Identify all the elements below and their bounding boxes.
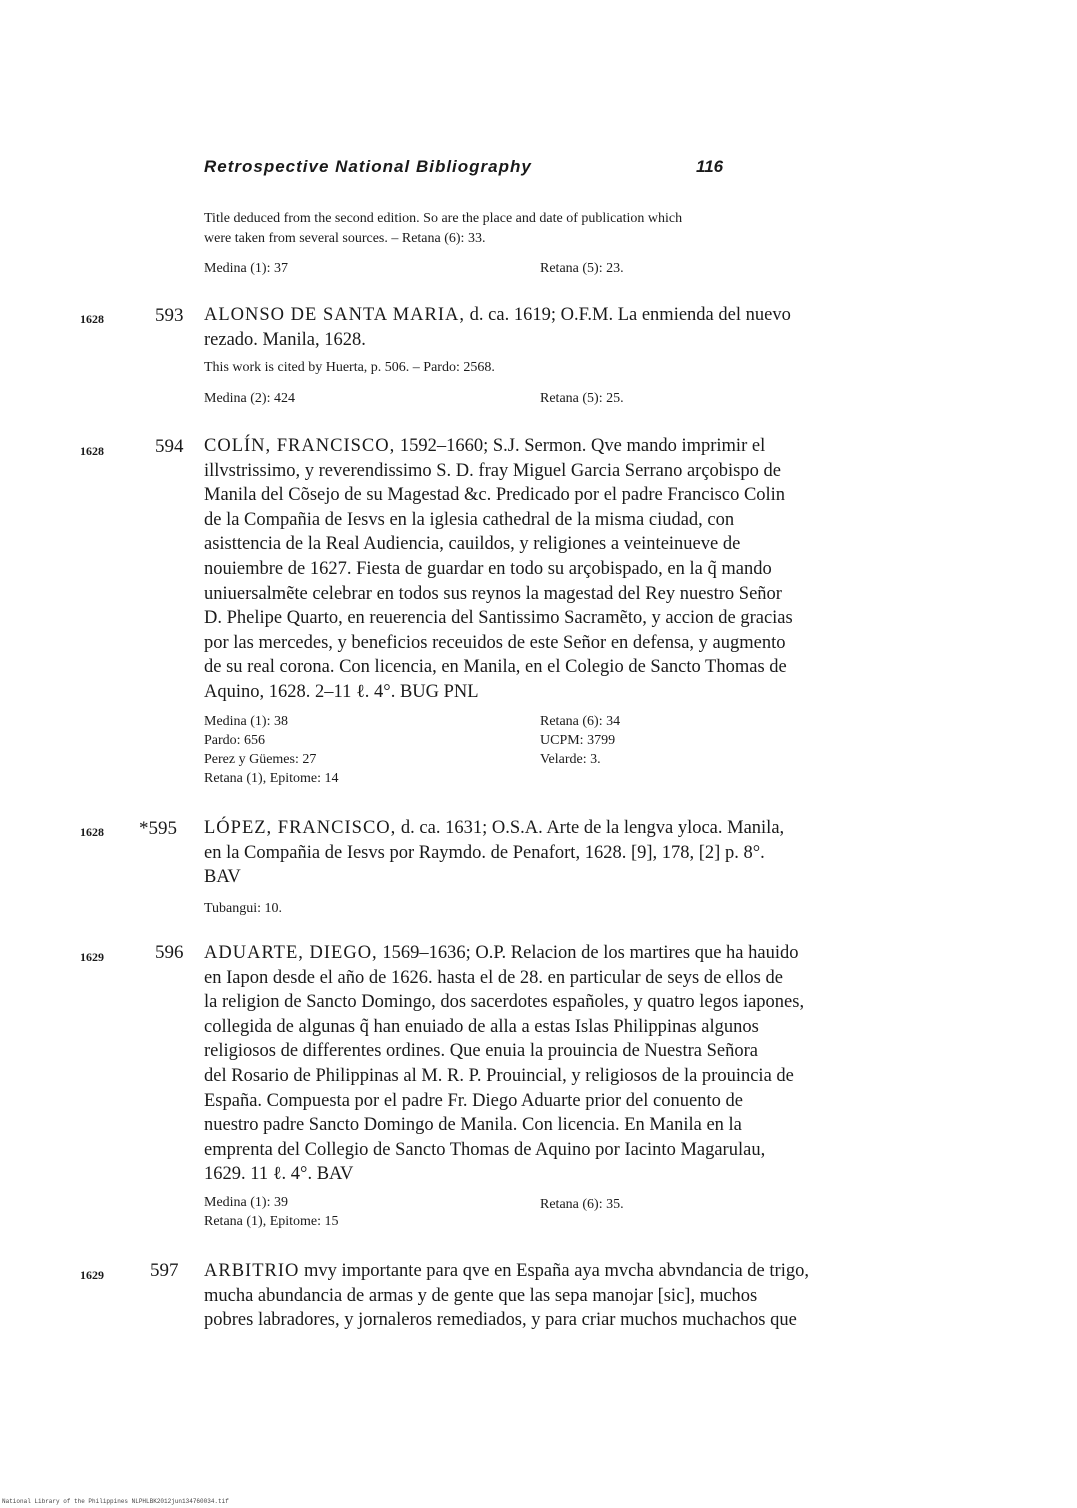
prev-note-line: were taken from several sources. – Retana (6): 33. bbox=[204, 231, 486, 246]
entry-year: 1629 bbox=[80, 1268, 104, 1282]
ref-left: Medina (1): 38 bbox=[204, 714, 288, 729]
ref-left: Retana (1), Epitome: 14 bbox=[204, 771, 339, 786]
ref-left: Pardo: 656 bbox=[204, 733, 266, 748]
entry-author: ARBITRIO bbox=[204, 1261, 300, 1281]
entry-author: COLÍN, FRANCISCO, bbox=[204, 436, 396, 456]
ref-left: Medina (2): 424 bbox=[204, 391, 295, 406]
ref-right: Retana (5): 25. bbox=[540, 391, 624, 406]
ref-right: Retana (6): 35. bbox=[540, 1197, 624, 1212]
entry-note: This work is cited by Huerta, p. 506. – Pardo: 2568. bbox=[204, 360, 495, 375]
entry-body: mvy importante para qve en España aya mvcha abvndancia de trigo, mucha abundancia de armas y de gente que las sepa manojar [sic], muchos pobres labradores, y jornaleros remediados, y para criar muchos muchachos que bbox=[204, 1261, 809, 1331]
ref-right: Retana (6): 34 bbox=[540, 714, 621, 729]
entry-text bbox=[204, 1259, 864, 1333]
entry-text bbox=[204, 434, 864, 705]
ref-left: Medina (1): 39 bbox=[204, 1195, 288, 1210]
entry-text bbox=[204, 303, 864, 352]
running-header-title: Retrospective National Bibliography bbox=[204, 157, 532, 176]
entry-year: 1628 bbox=[80, 825, 104, 839]
page-number: 116 bbox=[696, 157, 724, 176]
entry-note: Tubangui: 10. bbox=[204, 901, 283, 916]
prev-note-line: Title deduced from the second edition. So are the place and date of publication which bbox=[204, 211, 683, 226]
entry-text bbox=[204, 941, 864, 1187]
entry-author: LÓPEZ, FRANCISCO, bbox=[204, 818, 397, 838]
entry-body: 1569–1636; O.P. Relacion de los martires que ha hauido en Iapon desde el año de 1626. hasta el de 28. en particular de seys de ellos de la religion de Sancto Domingo, dos sacerdotes españoles, y quatro legos iapones, collegida de algunas q̃ han enuiado de alla a estas Islas Philippinas algunos religiosos de differentes ordines. Que enuia la prouincia de Nuestra Señora del Rosario de Philippinas al M. R. P. Prouincial, y religiosos de la prouincia de España. Compuesta por el padre Fr. Diego Aduarte prior del conuento de nuestro padre Sancto Domingo de Manila. Con licencia. En Manila en la emprenta del Collegio de Sancto Thomas de Aquino por Iacinto Magarulau, 1629. 11 ℓ. 4°. BAV bbox=[204, 943, 805, 1185]
entry-number: 594 bbox=[155, 436, 184, 457]
prev-ref-left: Medina (1): 37 bbox=[204, 261, 288, 276]
entry-number: 597 bbox=[150, 1260, 179, 1281]
entry-author: ALONSO DE SANTA MARIA, bbox=[204, 305, 466, 325]
ref-left: Perez y Güemes: 27 bbox=[204, 752, 317, 767]
entry-year: 1629 bbox=[80, 950, 104, 964]
entry-year: 1628 bbox=[80, 312, 104, 326]
entry-number: 593 bbox=[155, 305, 184, 326]
entry-year: 1628 bbox=[80, 444, 104, 458]
ref-left: Retana (1), Epitome: 15 bbox=[204, 1214, 339, 1229]
entry-body: 1592–1660; S.J. Sermon. Qve mando imprimir el illvstrissimo, y reverendissimo S. D. fray Miguel Garcia Serrano arçobispo de Manila del Cõsejo de su Magestad &c. Predicado por el padre Francisco Colin de la Compañia de Iesvs en la iglesia cathedral de la misma ciudad, con asisttencia de la Real Audiencia, cauildos, y religiones a veinteinueve de nouiembre de 1627. Fiesta de guardar en todo su arçobispado, en la q̃ mando uniuersalmẽte celebrar en todos sus reynos la magestad del Rey nuestro Señor D. Phelipe Quarto, en reuerencia del Santissimo Sacramẽto, y accion de gracias por las mercedes, y beneficios receuidos de este Señor en defensa, y augmento de su real corona. Con licencia, en Manila, en el Colegio de Sancto Thomas de Aquino, 1628. 2–11 ℓ. 4°. BUG PNL bbox=[204, 436, 793, 702]
scan-footer: National Library of the Philippines NLPHLBK2012jun134760034.tif bbox=[2, 1498, 229, 1505]
entry-body: d. ca. 1631; O.S.A. Arte de la lengva yloca. Manila, en la Compañia de Iesvs por Raymdo. de Penafort, 1628. [9], 178, [2] p. 8°. BAV bbox=[204, 818, 785, 888]
entry-text bbox=[204, 816, 864, 890]
ref-right: Velarde: 3. bbox=[540, 752, 601, 767]
entry-number: 596 bbox=[155, 942, 184, 963]
prev-ref-right: Retana (5): 23. bbox=[540, 261, 624, 276]
entry-author: ADUARTE, DIEGO, bbox=[204, 943, 378, 963]
entry-number: *595 bbox=[139, 818, 177, 839]
ref-right: UCPM: 3799 bbox=[540, 733, 616, 748]
entry-body: d. ca. 1619; O.F.M. La enmienda del nuevo rezado. Manila, 1628. bbox=[204, 305, 791, 350]
